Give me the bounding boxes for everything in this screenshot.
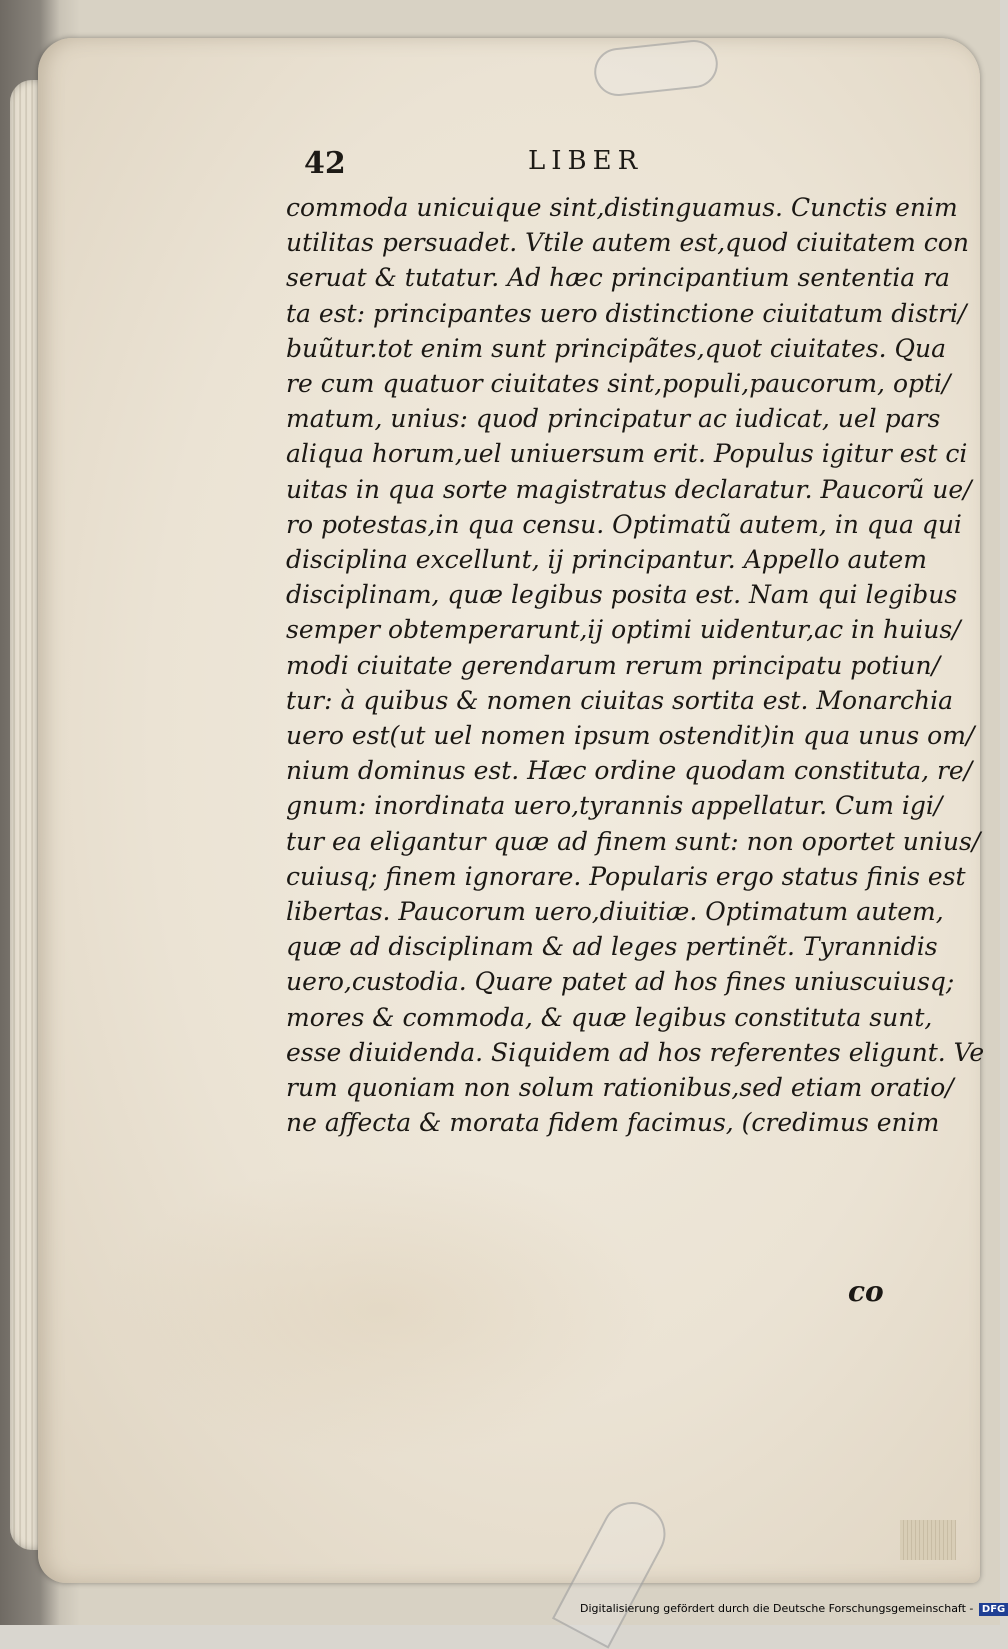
text-line: buũtur.tot enim sunt principãtes,quot ciuitates. Qua [286, 333, 946, 363]
running-title: LIBER [528, 146, 644, 176]
running-head [300, 146, 900, 186]
text-line: nium dominus est. Hæc ordine quodam constituta, re/ [286, 756, 973, 786]
text-line: matum, unius: quod principatur ac iudicat, uel pars [286, 404, 941, 434]
text-line: disciplina excellunt, ij principantur. Appello autem [286, 545, 927, 575]
dfg-logo: DFG [979, 1603, 1008, 1616]
text-line: tur: à quibus & nomen ciuitas sortita est. Monarchia [286, 685, 953, 715]
text-line: mores & commoda, & quæ legibus constituta sunt, [286, 1002, 933, 1032]
text-line: rum quoniam non solum rationibus,sed etiam oratio/ [286, 1073, 954, 1103]
text-line: utilitas persuadet. Vtile autem est,quod ciuitatem con [286, 228, 969, 258]
text-line: commoda unicuique sint,distinguamus. Cunctis enim [286, 193, 958, 222]
text-line: ta est: principantes uero distinctione ciuitatum distri/ [286, 298, 967, 328]
text-line: uero est(ut uel nomen ipsum ostendit)in qua unus om/ [286, 721, 975, 751]
text-line: disciplinam, quæ legibus posita est. Nam qui legibus [286, 580, 958, 610]
text-line: libertas. Paucorum uero,diuitiæ. Optimatum autem, [286, 897, 944, 927]
digitization-footer [580, 1602, 1006, 1622]
page-edge-bottom [900, 1520, 956, 1560]
text-line: semper obtemperarunt,ij optimi uidentur,ac in huius/ [286, 615, 961, 645]
text-line: gnum: inordinata uero,tyrannis appellatur. Cum igi/ [286, 791, 943, 821]
text-line: modi ciuitate gerendarum rerum principatu potiun/ [286, 650, 941, 680]
text-line: cuiusq; finem ignorare. Popularis ergo status finis est [286, 861, 966, 891]
catchword: co [848, 1275, 884, 1308]
text-line: uitas in qua sorte magistratus declaratur. Paucorũ ue/ [286, 474, 972, 504]
text-line: uero,custodia. Quare patet ad hos fines uniuscuiusq; [286, 967, 955, 997]
text-line: aliqua horum,uel uniuersum erit. Populus igitur est ci [286, 439, 968, 469]
text-line: quæ ad disciplinam & ad leges pertinẽt. Tyrannidis [286, 932, 938, 962]
text-block [286, 190, 985, 1140]
footer-text: Digitalisierung gefördert durch die Deutsche Forschungsgemeinschaft - [580, 1602, 974, 1615]
text-line: re cum quatuor ciuitates sint,populi,paucorum, opti/ [286, 369, 951, 399]
text-line: esse diuidenda. Siquidem ad hos referentes eligunt. Ve [286, 1037, 985, 1067]
text-line: seruat & tutatur. Ad hæc principantium sententia ra [286, 263, 950, 293]
text-line: ne affecta & morata fidem facimus, (credimus enim [286, 1108, 940, 1138]
page-number: 42 [304, 146, 346, 181]
text-line: tur ea eligantur quæ ad finem sunt: non oportet unius/ [286, 826, 981, 856]
water-stain [100, 1160, 660, 1460]
text-line: ro potestas,in qua censu. Optimatũ autem, in qua qui [286, 509, 962, 539]
